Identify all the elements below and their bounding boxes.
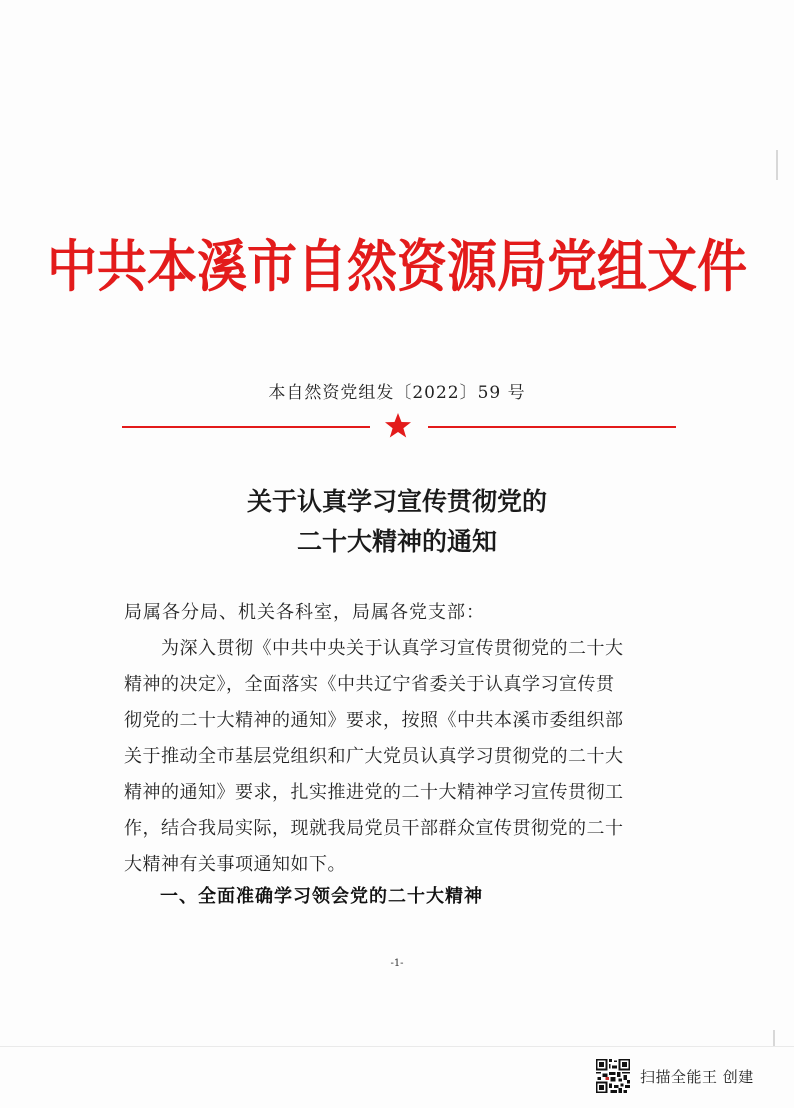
body-line: 精神的决定》，全面落实《中共辽宁省委关于认真学习宣传贯 [124,674,615,695]
scanner-watermark-text: 扫描全能王 创建 [640,1067,754,1086]
red-divider-right [428,426,676,428]
notice-title-line-1: 关于认真学习宣传贯彻党的 [246,487,547,516]
body-line: 关于推动全市基层党组织和广大党员认真学习贯彻党的二十大 [124,746,624,767]
body-line: 作，结合我局实际，现就我局党员干部群众宣传贯彻党的二十 [124,818,624,839]
salutation: 局属各分局、机关各科室，局属各党支部： [124,602,485,623]
notice-title-line-2: 二十大精神的通知 [296,527,497,556]
scanner-watermark [596,1058,754,1094]
body-line: 为深入贯彻《中共中央关于认真学习宣传贯彻党的二十大 [124,638,624,659]
scan-edge-speck [776,150,778,180]
body-line: 彻党的二十大精神的通知》要求，按照《中共本溪市委组织部 [124,710,624,731]
body-line: 大精神有关事项通知如下。 [124,854,346,875]
scan-edge-speck [773,1030,775,1046]
body-line: 精神的通知》要求，扎实推进党的二十大精神学习宣传贯彻工 [124,782,624,803]
document-number: 本自然资党组发〔2022〕59 号 [268,383,526,403]
red-star-icon [383,411,413,441]
scan-edge-line [0,1046,794,1047]
section-heading: 一、全面准确学习领会党的二十大精神 [160,886,483,907]
document-header-title: 中共本溪市自然资源局党组文件 [47,233,747,300]
page-number: -1- [390,958,404,969]
red-divider-left [122,426,370,428]
qr-code-icon [596,1059,630,1093]
